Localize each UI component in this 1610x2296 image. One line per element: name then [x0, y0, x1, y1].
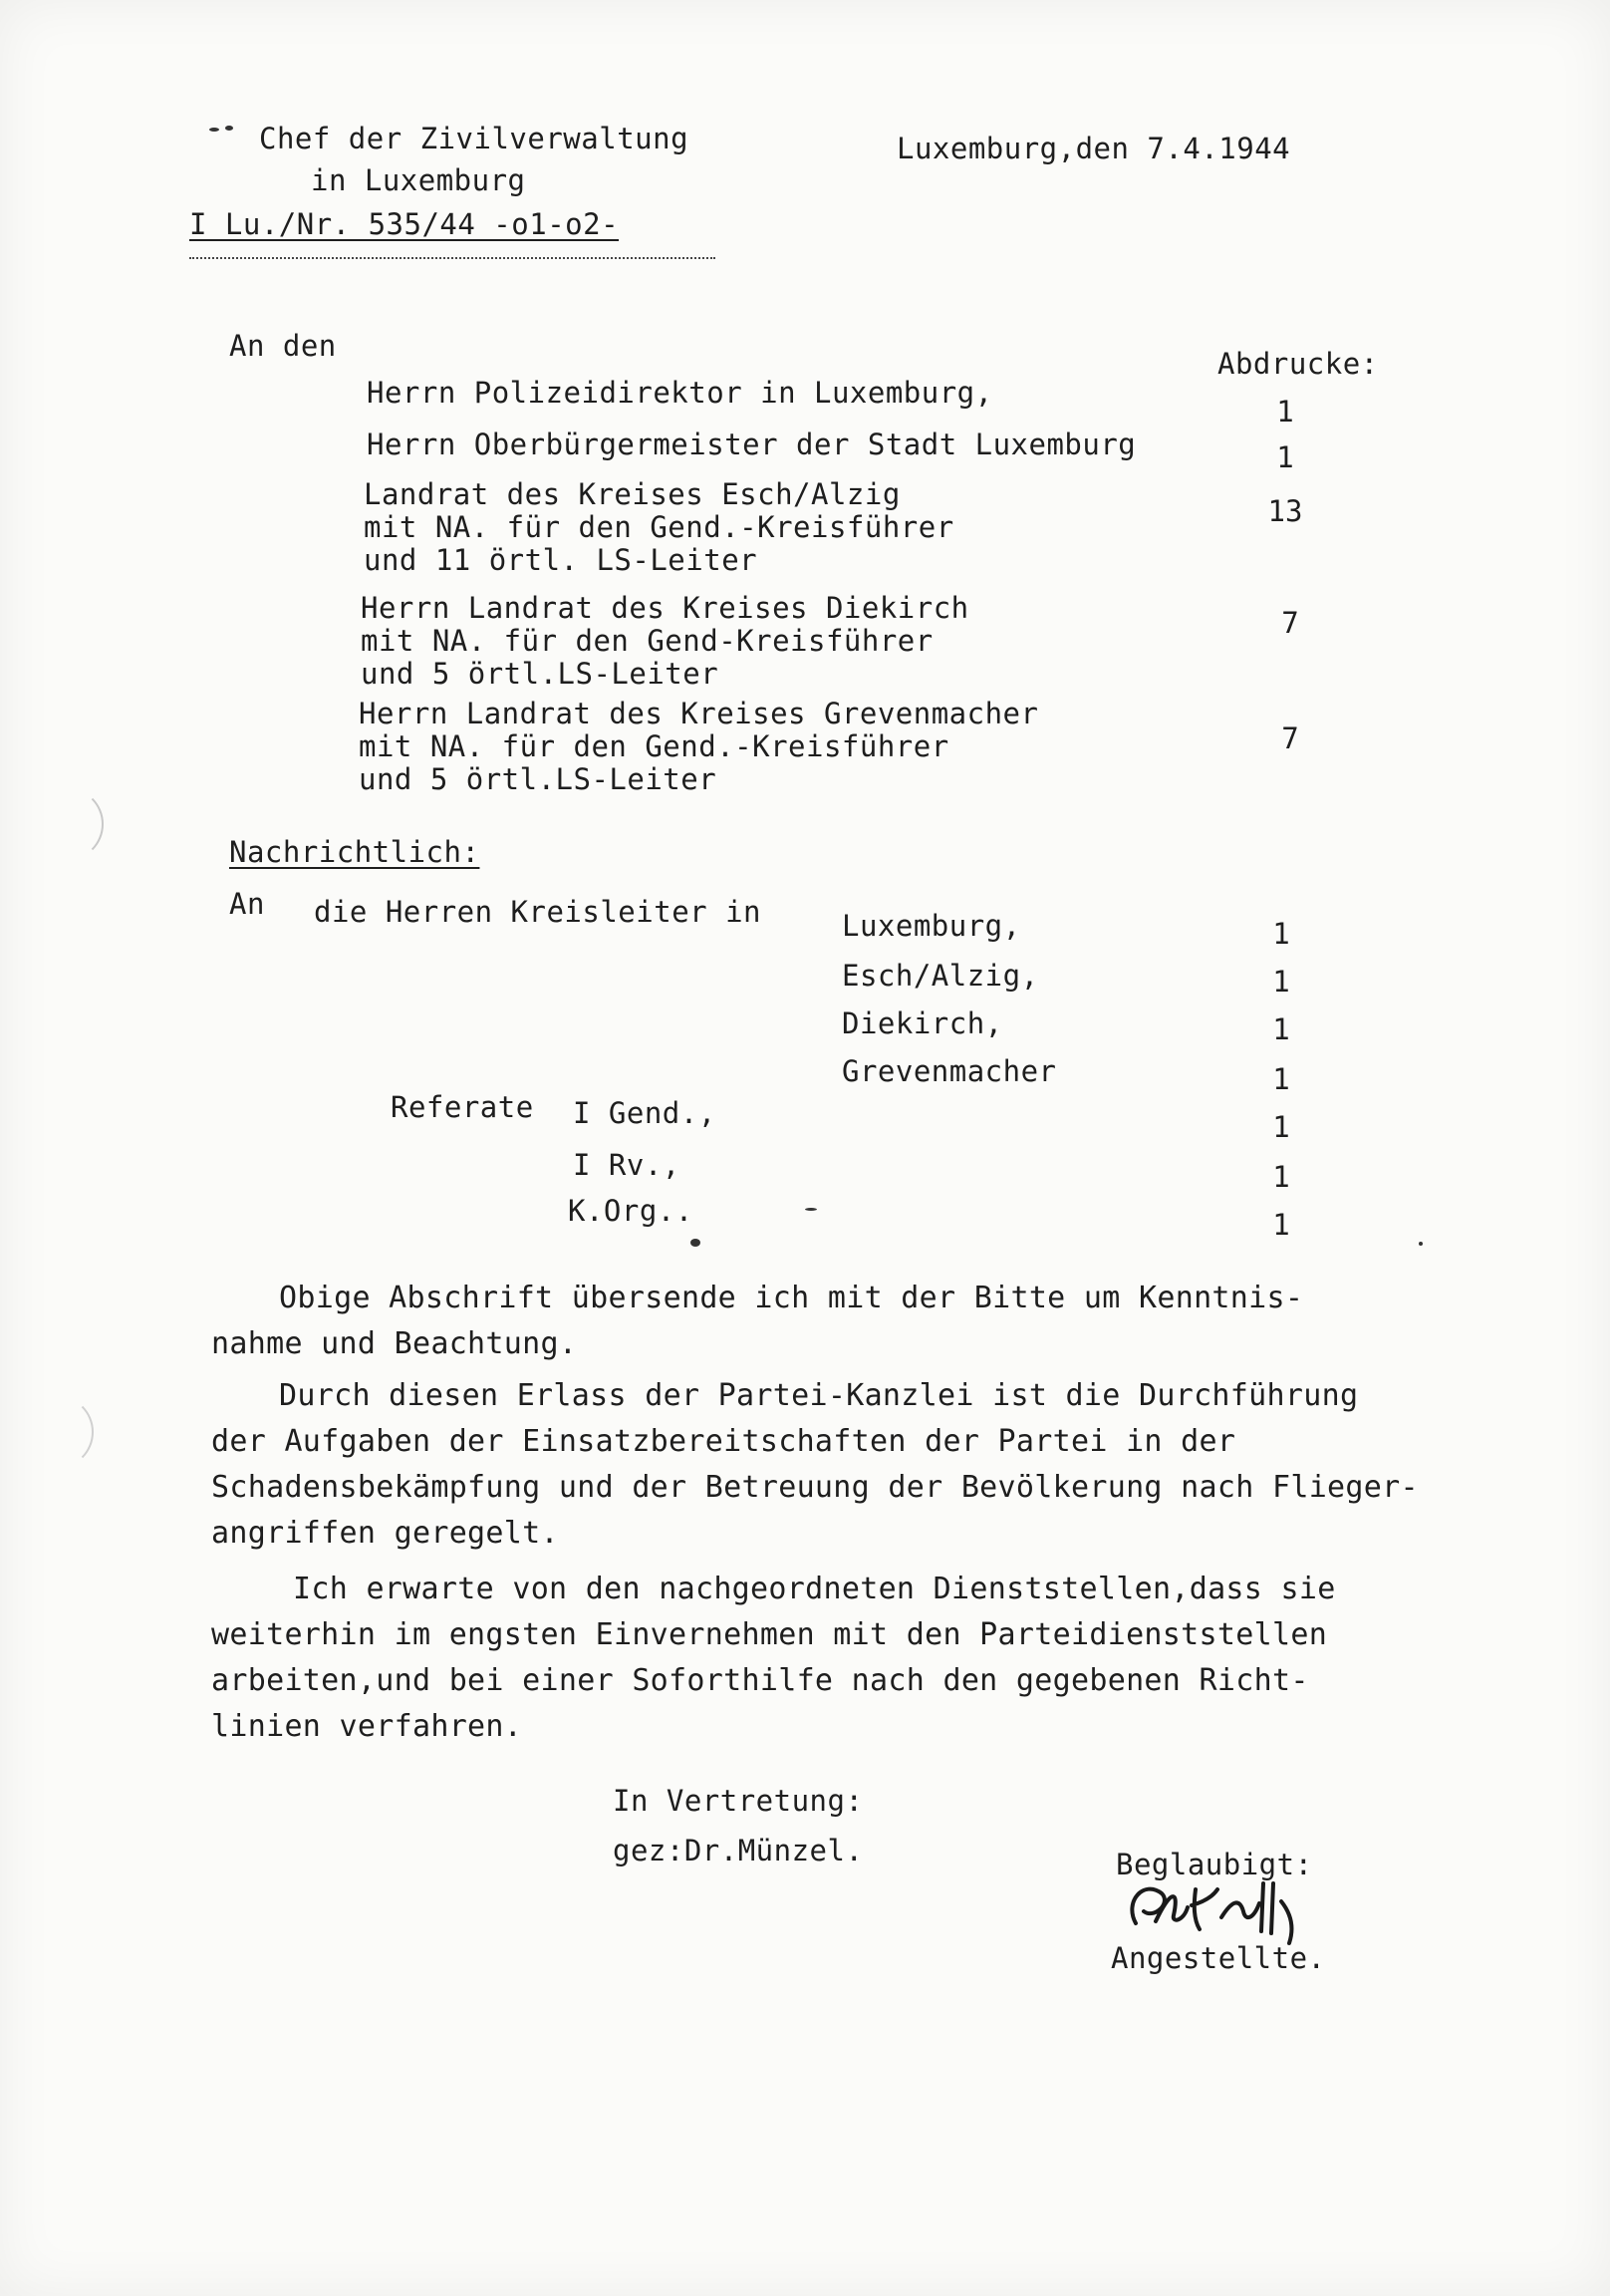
- paragraph-2-line-3: Schadensbekämpfung und der Betreuung der Bevölkerung nach Flieger-: [211, 1470, 1419, 1505]
- scan-ring-mark: [20, 1395, 94, 1469]
- referat-copies-3: 1: [1272, 1208, 1290, 1242]
- recipient-4-line-3: und 5 örtl.LS-Leiter: [361, 657, 719, 691]
- recipient-3-copies: 13: [1267, 494, 1303, 528]
- recipients-intro: An den: [229, 329, 337, 363]
- recipient-3: [364, 478, 954, 577]
- paragraph-3-line-1: Ich erwarte von den nachgeordneten Dienststellen,dass sie: [293, 1572, 1336, 1606]
- sender-line-1: Chef der Zivilverwaltung: [259, 122, 689, 155]
- cc-intro-text: die Herren Kreisleiter in: [314, 895, 761, 929]
- cc-heading: Nachrichtlich:: [229, 835, 480, 869]
- ink-speck: [805, 1208, 817, 1211]
- handwritten-signature: [1114, 1871, 1343, 1951]
- recipient-4-line-2: mit NA. für den Gend-Kreisführer: [361, 624, 934, 658]
- ink-speck: [690, 1239, 700, 1247]
- recipient-5-line-1: Herrn Landrat des Kreises Grevenmacher: [359, 697, 1039, 730]
- recipient-1-copies: 1: [1276, 395, 1294, 429]
- referat-copies-2: 1: [1272, 1160, 1290, 1194]
- recipient-1-line: Herrn Polizeidirektor in Luxemburg,: [367, 376, 993, 410]
- cc-intro-an: An: [229, 887, 265, 921]
- referat-copies-1: 1: [1272, 1110, 1290, 1144]
- paragraph-3-line-4: linien verfahren.: [211, 1709, 523, 1744]
- ink-speck: [209, 128, 219, 132]
- sender-line-2: in Luxemburg: [311, 163, 526, 197]
- referat-3: K.Org..: [568, 1194, 693, 1228]
- kreisleiter-place-1: Luxemburg,: [842, 909, 1021, 943]
- paragraph-3-line-2: weiterhin im engsten Einvernehmen mit den Parteidienststellen: [211, 1617, 1328, 1652]
- reference-number: I Lu./Nr. 535/44 -o1-o2-: [189, 207, 620, 241]
- scan-ring-mark: [30, 787, 104, 861]
- in-vertretung: In Vertretung:: [613, 1784, 864, 1818]
- paragraph-2: [211, 1373, 1419, 1557]
- paragraph-2-line-1: Durch diesen Erlass der Partei-Kanzlei ist die Durchführung: [279, 1378, 1359, 1413]
- recipient-4-line-1: Herrn Landrat des Kreises Diekirch: [361, 591, 969, 625]
- paragraph-2-line-2: der Aufgaben der Einsatzbereitschaften der Partei in der: [211, 1424, 1236, 1459]
- referat-2: I Rv.,: [573, 1148, 680, 1182]
- kreisleiter-place-2: Esch/Alzig,: [842, 959, 1039, 993]
- paragraph-3: [211, 1567, 1336, 1750]
- recipient-4: [361, 592, 969, 691]
- beglaubigt: Beglaubigt:: [1116, 1848, 1313, 1881]
- signed-by: gez:Dr.Münzel.: [613, 1834, 864, 1867]
- recipient-5-copies: 7: [1281, 721, 1299, 755]
- recipient-2-line: Herrn Oberbürgermeister der Stadt Luxemburg: [367, 428, 1137, 461]
- ink-speck: [225, 126, 233, 131]
- paragraph-1: [211, 1276, 1303, 1367]
- kreisleiter-copies-1: 1: [1272, 917, 1290, 951]
- recipient-2-copies: 1: [1276, 440, 1294, 474]
- reference-dotted-rule: [189, 255, 715, 259]
- kreisleiter-copies-3: 1: [1272, 1012, 1290, 1046]
- recipient-4-copies: 7: [1281, 606, 1299, 640]
- recipient-3-line-3: und 11 örtl. LS-Leiter: [364, 543, 758, 577]
- referat-1: I Gend.,: [573, 1096, 716, 1130]
- recipient-1: [367, 377, 993, 410]
- paragraph-3-line-3: arbeiten,und bei einer Soforthilfe nach den gegebenen Richt-: [211, 1663, 1309, 1698]
- recipient-5-line-2: mit NA. für den Gend.-Kreisführer: [359, 729, 949, 763]
- recipient-3-line-1: Landrat des Kreises Esch/Alzig: [364, 477, 901, 511]
- recipient-3-line-2: mit NA. für den Gend.-Kreisführer: [364, 510, 954, 544]
- recipient-5: [359, 698, 1038, 796]
- paragraph-1-line-1: Obige Abschrift übersende ich mit der Bitte um Kenntnis-: [279, 1281, 1304, 1315]
- kreisleiter-copies-4: 1: [1272, 1062, 1290, 1096]
- paragraph-1-line-2: nahme und Beachtung.: [211, 1326, 578, 1361]
- recipient-5-line-3: und 5 örtl.LS-Leiter: [359, 762, 717, 796]
- ink-speck: [1419, 1242, 1423, 1246]
- recipient-2: [367, 429, 1136, 461]
- kreisleiter-copies-2: 1: [1272, 965, 1290, 999]
- paragraph-2-line-4: angriffen geregelt.: [211, 1516, 559, 1551]
- kreisleiter-place-3: Diekirch,: [842, 1006, 1003, 1040]
- kreisleiter-place-4: Grevenmacher: [842, 1054, 1057, 1088]
- copies-header: Abdrucke:: [1217, 347, 1379, 381]
- place-date: Luxemburg,den 7.4.1944: [897, 132, 1291, 165]
- angestellte: Angestellte.: [1111, 1941, 1326, 1975]
- referate-label: Referate: [391, 1090, 534, 1124]
